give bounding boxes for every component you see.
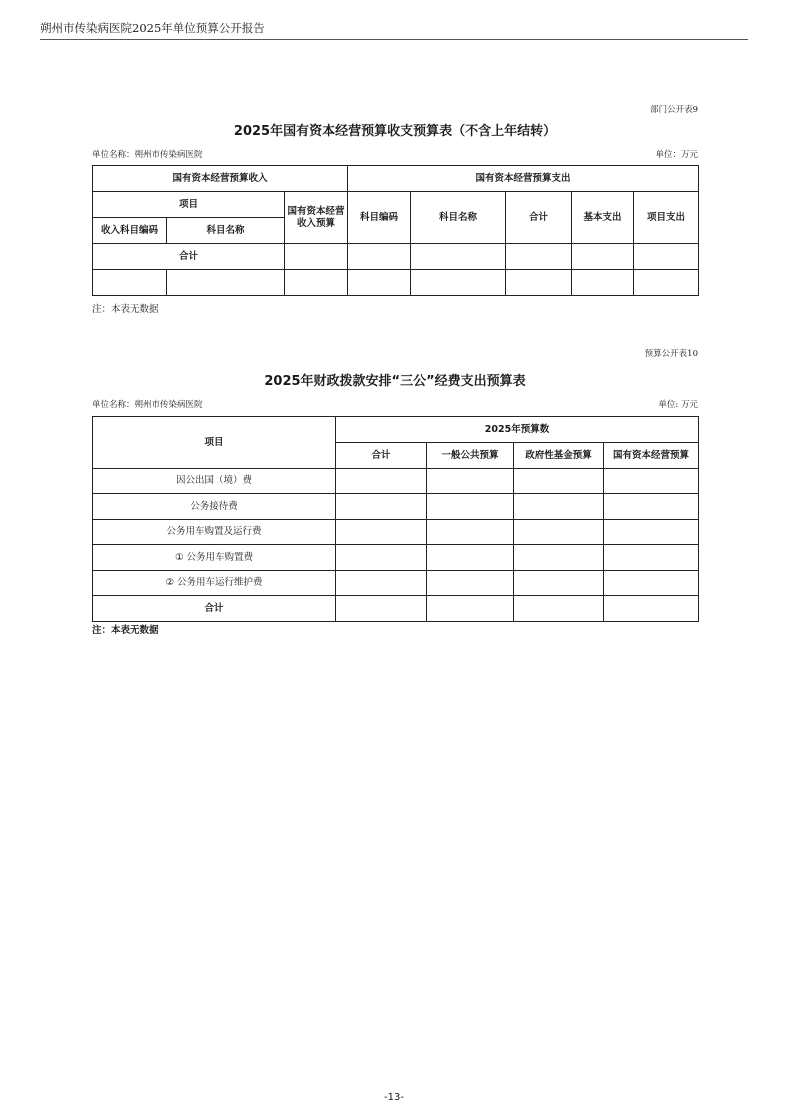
column-header: 合计 xyxy=(336,443,427,469)
table9-unit-name: 单位名称：朔州市传染病医院 xyxy=(92,150,203,160)
table-cell xyxy=(572,270,634,296)
table9-unit: 单位：万元 xyxy=(655,150,698,160)
column-header: 国有资本经营预算 xyxy=(604,443,699,469)
table-cell xyxy=(285,270,348,296)
table-cell xyxy=(336,596,427,622)
table-cell xyxy=(604,469,699,494)
table-cell xyxy=(285,244,348,270)
total-header: 合计 xyxy=(506,192,572,244)
table-cell xyxy=(427,545,514,571)
table-cell xyxy=(634,244,699,270)
table10-unit: 单位: 万元 xyxy=(658,400,698,410)
row-label: ② 公务用车运行维护费 xyxy=(93,571,336,596)
table-cell xyxy=(427,520,514,545)
income-code-header: 收入科目编码 xyxy=(93,218,167,244)
total-row-label: 合计 xyxy=(93,244,285,270)
subject-code-header: 科目编码 xyxy=(348,192,411,244)
row-label: ① 公务用车购置费 xyxy=(93,545,336,571)
table-cell xyxy=(336,571,427,596)
income-name-header: 科目名称 xyxy=(167,218,285,244)
row-label: 公务接待费 xyxy=(93,494,336,520)
budget-header: 2025年预算数 xyxy=(336,417,699,443)
table-cell xyxy=(336,469,427,494)
table10-unit-name: 单位名称：朔州市传染病医院 xyxy=(92,400,203,410)
table-cell xyxy=(427,494,514,520)
table-cell xyxy=(604,494,699,520)
table9 xyxy=(92,165,699,296)
table-cell xyxy=(427,469,514,494)
table10-note: 注：本表无数据 xyxy=(92,625,159,636)
table-cell xyxy=(348,270,411,296)
table-cell xyxy=(506,270,572,296)
item-header: 项目 xyxy=(93,417,336,469)
column-header: 政府性基金预算 xyxy=(514,443,604,469)
table-cell xyxy=(604,520,699,545)
table-cell xyxy=(604,545,699,571)
table-cell xyxy=(411,270,506,296)
table9-title: 2025年国有资本经营预算收支预算表（不含上年结转） xyxy=(233,124,557,139)
table9-tag: 部门公开表9 xyxy=(650,105,698,115)
table-cell xyxy=(514,545,604,571)
table-cell xyxy=(336,520,427,545)
table-cell xyxy=(348,244,411,270)
total-row-label: 合计 xyxy=(93,596,336,622)
table-cell xyxy=(604,571,699,596)
table-cell xyxy=(514,596,604,622)
income-header: 国有资本经营预算收入 xyxy=(93,166,348,192)
table-cell xyxy=(411,244,506,270)
item-header: 项目 xyxy=(93,192,285,218)
running-header: 朔州市传染病医院2025年单位预算公开报告 xyxy=(40,21,265,35)
table-cell xyxy=(336,545,427,571)
table-cell xyxy=(514,520,604,545)
table-cell xyxy=(514,571,604,596)
basic-expense-header: 基本支出 xyxy=(572,192,634,244)
table9-note: 注：本表无数据 xyxy=(92,304,159,315)
table-cell xyxy=(506,244,572,270)
table-cell xyxy=(514,494,604,520)
header-rule xyxy=(40,39,748,40)
subject-name-header: 科目名称 xyxy=(411,192,506,244)
table-cell xyxy=(93,270,167,296)
table-cell xyxy=(427,596,514,622)
table-cell xyxy=(167,270,285,296)
table10-title: 2025年财政拨款安排“三公”经费支出预算表 xyxy=(264,374,526,389)
project-expense-header: 项目支出 xyxy=(634,192,699,244)
column-header: 一般公共预算 xyxy=(427,443,514,469)
row-label: 公务用车购置及运行费 xyxy=(93,520,336,545)
income-budget-header: 国有资本经营收入预算 xyxy=(285,192,348,244)
table10 xyxy=(92,416,699,622)
table-cell xyxy=(634,270,699,296)
table-cell xyxy=(604,596,699,622)
row-label: 因公出国（境）费 xyxy=(93,469,336,494)
table-cell xyxy=(514,469,604,494)
table-cell xyxy=(572,244,634,270)
page-number: -13- xyxy=(384,1092,404,1103)
table-cell xyxy=(336,494,427,520)
table10-tag: 预算公开表10 xyxy=(644,349,698,359)
table-cell xyxy=(427,571,514,596)
expense-header: 国有资本经营预算支出 xyxy=(348,166,699,192)
